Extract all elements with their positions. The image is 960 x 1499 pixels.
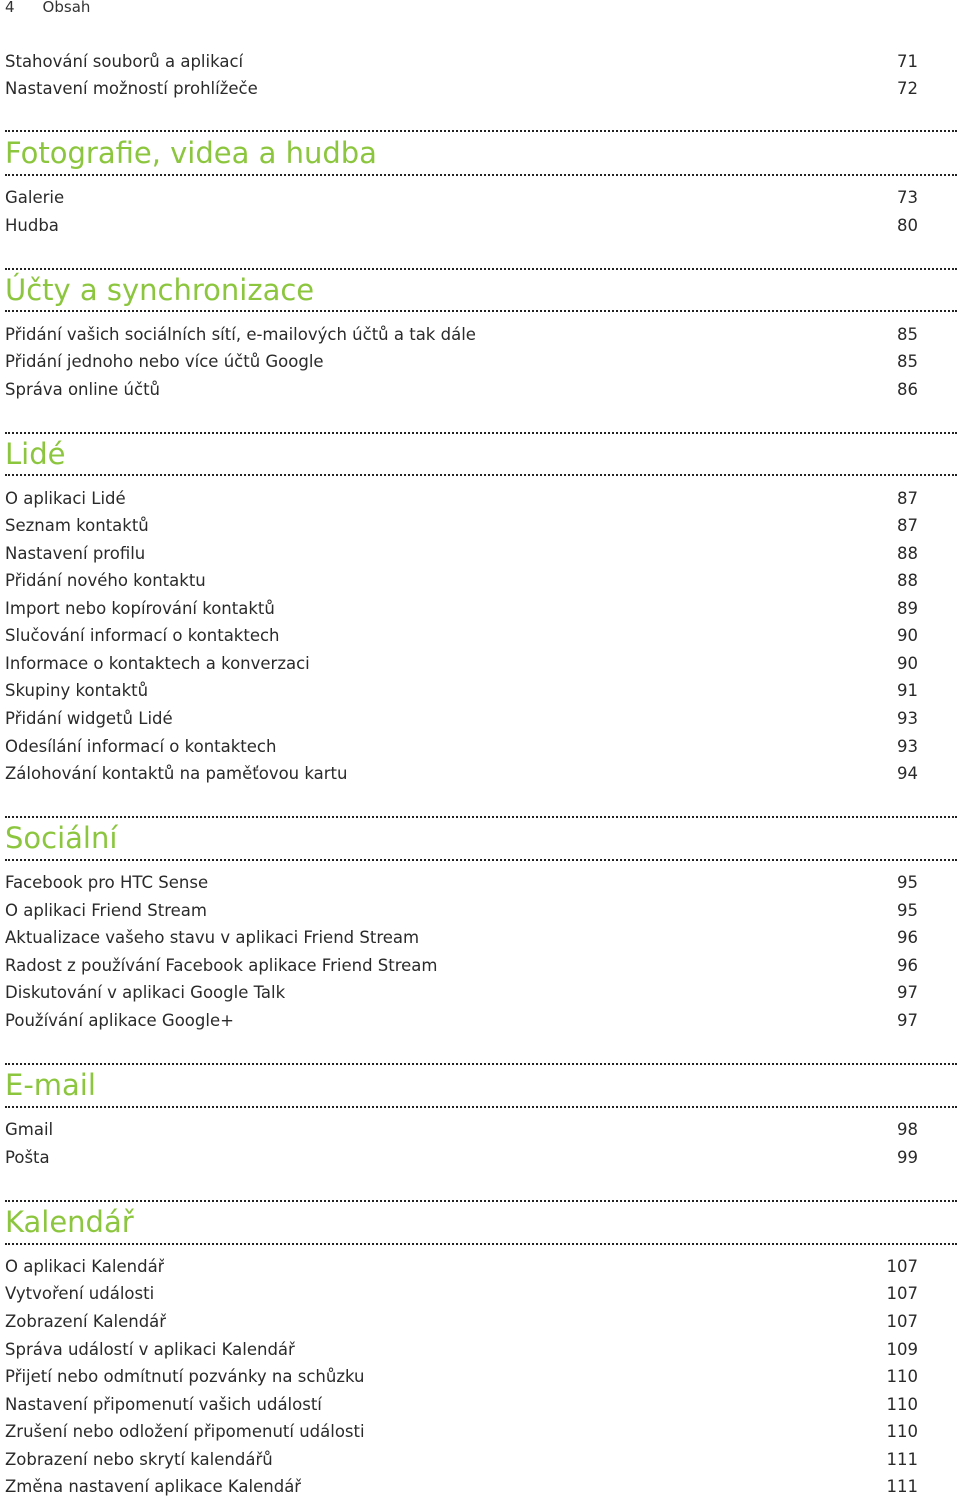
toc-entry[interactable] — [5, 735, 918, 759]
toc-entry[interactable] — [5, 707, 918, 731]
toc-entry-title: Pošta — [5, 1148, 50, 1167]
toc-entry-title: Přidání nového kontaktu — [5, 571, 206, 590]
toc-entry-page: 87 — [897, 489, 918, 508]
page-header — [5, 0, 90, 17]
toc-entry-page: 91 — [897, 681, 918, 700]
toc-entry[interactable] — [5, 378, 918, 402]
toc-entry-title: Hudba — [5, 216, 59, 235]
toc-entry[interactable] — [5, 1420, 918, 1444]
toc-entry[interactable] — [5, 624, 918, 648]
section-divider — [5, 1063, 957, 1065]
toc-entry[interactable] — [5, 323, 918, 347]
section-divider — [5, 1243, 957, 1245]
toc-entry-page: 85 — [897, 325, 918, 344]
toc-entry[interactable] — [5, 1475, 918, 1499]
toc-entry-page: 87 — [897, 516, 918, 535]
section-title[interactable]: Kalendář — [5, 1205, 134, 1239]
toc-entry[interactable] — [5, 1393, 918, 1417]
toc-entry-page: 88 — [897, 544, 918, 563]
toc-entry-page: 110 — [886, 1395, 918, 1414]
toc-entry[interactable] — [5, 186, 918, 210]
toc-entry-title: Radost z používání Facebook aplikace Friend Stream — [5, 956, 438, 975]
toc-entry-page: 110 — [886, 1422, 918, 1441]
toc-entry-page: 98 — [897, 1120, 918, 1139]
toc-entry-page: 111 — [886, 1450, 918, 1469]
section-divider — [5, 310, 957, 312]
toc-entry-title: Diskutování v aplikaci Google Talk — [5, 983, 286, 1002]
toc-entry-title: Nastavení profilu — [5, 544, 146, 563]
toc-entry-title: Vytvoření události — [5, 1284, 155, 1303]
toc-entry[interactable] — [5, 597, 918, 621]
toc-entry[interactable] — [5, 871, 918, 895]
section-divider — [5, 174, 957, 176]
toc-entry-page: 93 — [897, 737, 918, 756]
section-divider — [5, 130, 957, 132]
toc-entry[interactable] — [5, 1255, 918, 1279]
section-title[interactable]: Lidé — [5, 437, 66, 471]
toc-entry-page: 97 — [897, 1011, 918, 1030]
toc-entry[interactable] — [5, 1338, 918, 1362]
toc-entry-page: 89 — [897, 599, 918, 618]
toc-entry-page: 99 — [897, 1148, 918, 1167]
toc-entry-page: 111 — [886, 1477, 918, 1496]
toc-entry[interactable] — [5, 514, 918, 538]
toc-entry-title: Používání aplikace Google+ — [5, 1011, 234, 1030]
page-number: 4 — [5, 0, 15, 16]
toc-entry-title: O aplikaci Friend Stream — [5, 901, 207, 920]
toc-entry-title: Zobrazení nebo skrytí kalendářů — [5, 1450, 273, 1469]
toc-entry-page: 90 — [897, 654, 918, 673]
toc-entry-page: 96 — [897, 956, 918, 975]
toc-entry[interactable] — [5, 652, 918, 676]
toc-entry-title: Import nebo kopírování kontaktů — [5, 599, 275, 618]
toc-entry-page: 107 — [886, 1284, 918, 1303]
toc-entry-title: Přidání jednoho nebo více účtů Google — [5, 352, 324, 371]
toc-entry[interactable] — [5, 350, 918, 374]
toc-entry-title: Aktualizace vašeho stavu v aplikaci Friend Stream — [5, 928, 420, 947]
toc-entry-page: 71 — [897, 52, 918, 71]
toc-entry[interactable] — [5, 1282, 918, 1306]
toc-entry[interactable] — [5, 214, 918, 238]
toc-entry-title: Stahování souborů a aplikací — [5, 52, 244, 71]
toc-entry[interactable] — [5, 50, 918, 74]
section-divider — [5, 474, 957, 476]
toc-entry-page: 107 — [886, 1312, 918, 1331]
toc-entry-title: Nastavení připomenutí vašich událostí — [5, 1395, 322, 1414]
toc-entry[interactable] — [5, 954, 918, 978]
section-title[interactable]: E-mail — [5, 1068, 96, 1102]
toc-entry[interactable] — [5, 1310, 918, 1334]
section-title[interactable]: Fotografie, videa a hudba — [5, 136, 377, 170]
section-title[interactable]: Sociální — [5, 821, 118, 855]
toc-entry-page: 93 — [897, 709, 918, 728]
section-divider — [5, 1200, 957, 1202]
toc-entry-page: 110 — [886, 1367, 918, 1386]
toc-entry-page: 95 — [897, 873, 918, 892]
toc-entry-title: Facebook pro HTC Sense — [5, 873, 209, 892]
toc-entry-page: 88 — [897, 571, 918, 590]
section-divider — [5, 816, 957, 818]
toc-entry[interactable] — [5, 1448, 918, 1472]
section-divider — [5, 1106, 957, 1108]
toc-entry[interactable] — [5, 1365, 918, 1389]
toc-entry-title: Změna nastavení aplikace Kalendář — [5, 1477, 302, 1496]
toc-entry-title: Zálohování kontaktů na paměťovou kartu — [5, 764, 348, 783]
toc-entry-page: 94 — [897, 764, 918, 783]
toc-entry-title: Přidání widgetů Lidé — [5, 709, 173, 728]
toc-entry-page: 107 — [886, 1257, 918, 1276]
toc-entry-title: Slučování informací o kontaktech — [5, 626, 280, 645]
toc-entry-title: Přijetí nebo odmítnutí pozvánky na schůzku — [5, 1367, 365, 1386]
toc-entry[interactable] — [5, 487, 918, 511]
toc-entry-title: Nastavení možností prohlížeče — [5, 79, 258, 98]
toc-entry-page: 73 — [897, 188, 918, 207]
toc-entry-page: 72 — [897, 79, 918, 98]
toc-entry-title: Skupiny kontaktů — [5, 681, 149, 700]
toc-entry-page: 80 — [897, 216, 918, 235]
toc-entry[interactable] — [5, 899, 918, 923]
toc-entry-page: 86 — [897, 380, 918, 399]
toc-entry-title: O aplikaci Kalendář — [5, 1257, 165, 1276]
toc-entry-title: Informace o kontaktech a konverzaci — [5, 654, 310, 673]
toc-entry-page: 96 — [897, 928, 918, 947]
toc-entry[interactable] — [5, 926, 918, 950]
toc-entry[interactable] — [5, 1118, 918, 1142]
toc-entry-title: O aplikaci Lidé — [5, 489, 126, 508]
toc-entry-page: 95 — [897, 901, 918, 920]
toc-entry-page: 109 — [886, 1340, 918, 1359]
toc-entry[interactable] — [5, 77, 918, 101]
section-divider — [5, 859, 957, 861]
toc-entry-page: 90 — [897, 626, 918, 645]
toc-entry[interactable] — [5, 981, 918, 1005]
toc-entry[interactable] — [5, 1009, 918, 1033]
toc-entry-title: Správa událostí v aplikaci Kalendář — [5, 1340, 295, 1359]
toc-entry-title: Zrušení nebo odložení připomenutí události — [5, 1422, 365, 1441]
toc-entry[interactable] — [5, 679, 918, 703]
toc-entry-title: Gmail — [5, 1120, 54, 1139]
section-divider — [5, 432, 957, 434]
toc-entry-page: 85 — [897, 352, 918, 371]
toc-entry-title: Zobrazení Kalendář — [5, 1312, 167, 1331]
toc-entry[interactable] — [5, 1146, 918, 1170]
toc-entry-title: Správa online účtů — [5, 380, 160, 399]
toc-entry-title: Seznam kontaktů — [5, 516, 149, 535]
toc-entry[interactable] — [5, 569, 918, 593]
toc-entry[interactable] — [5, 542, 918, 566]
toc-entry[interactable] — [5, 762, 918, 786]
toc-entry-title: Odesílání informací o kontaktech — [5, 737, 277, 756]
page-title: Obsah — [42, 0, 91, 16]
section-title[interactable]: Účty a synchronizace — [5, 273, 315, 307]
toc-entry-title: Přidání vašich sociálních sítí, e-mailových účtů a tak dále — [5, 325, 476, 344]
toc-entry-title: Galerie — [5, 188, 65, 207]
toc-entry-page: 97 — [897, 983, 918, 1002]
